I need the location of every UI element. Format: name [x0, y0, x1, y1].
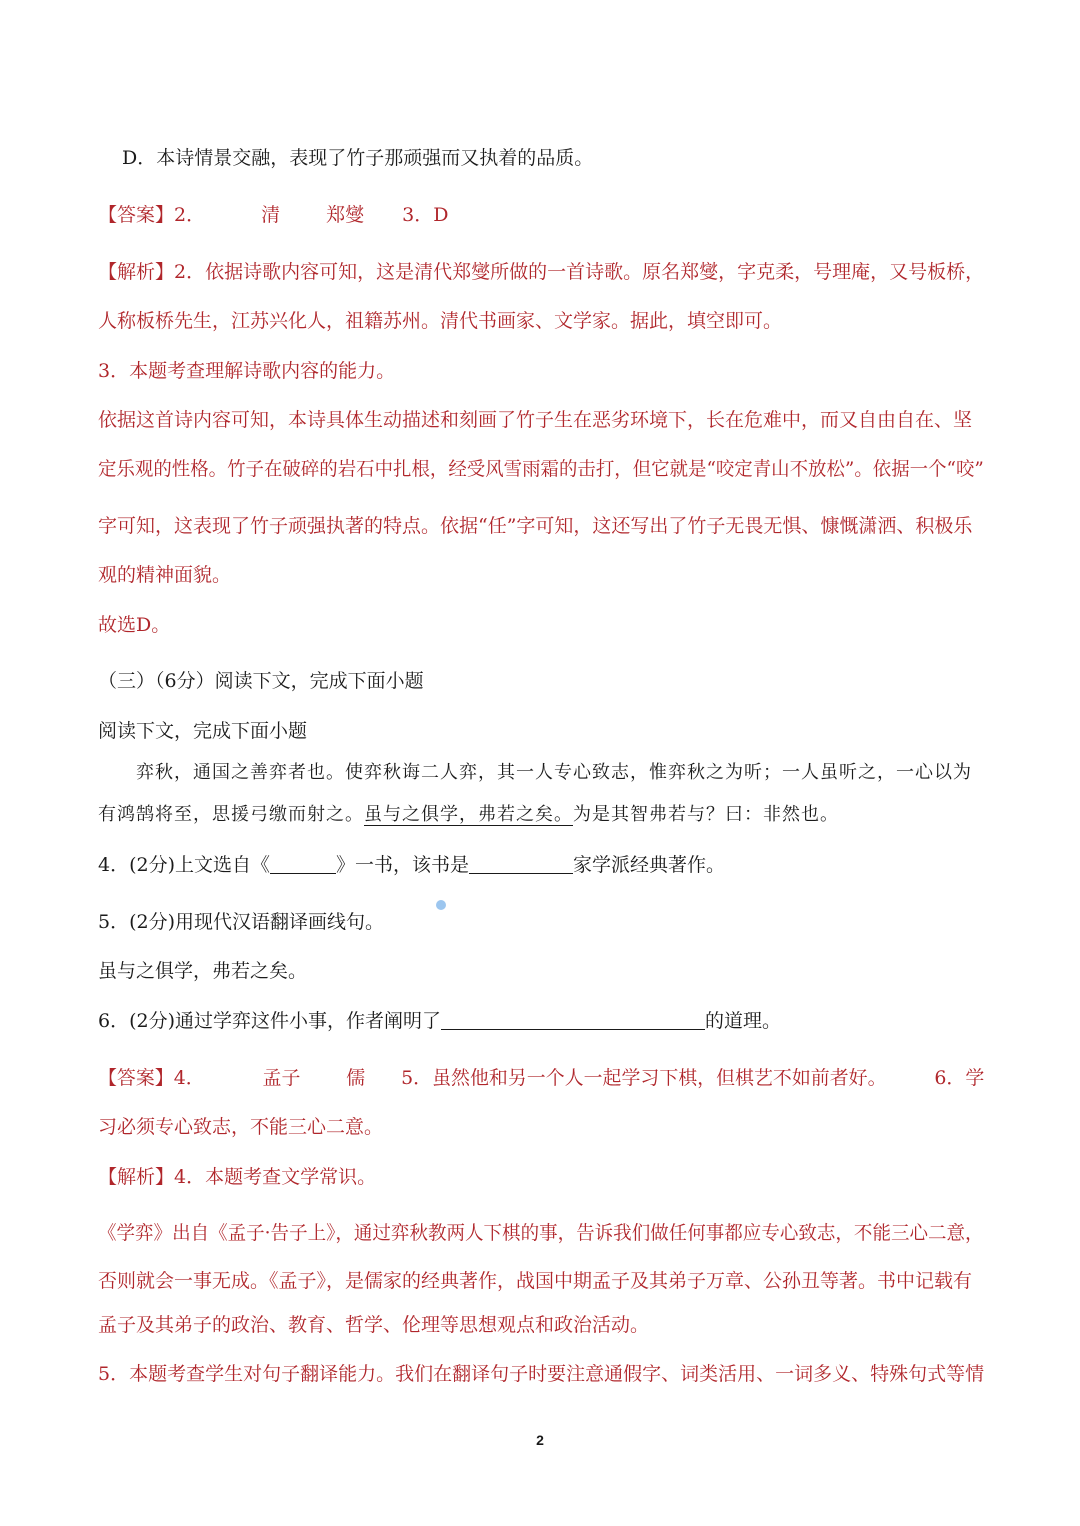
- analysis-2-line-1: [98, 1163, 376, 1191]
- analysis-1-line-1: [98, 258, 984, 286]
- answer-num-2: 2．: [174, 204, 206, 226]
- page-number: 2: [536, 1432, 544, 1448]
- answer-block-1: [98, 201, 448, 229]
- analysis-text: 4．本题考查文学常识。: [174, 1166, 377, 1188]
- analysis-tag: 【解析】: [98, 1166, 175, 1188]
- analysis-1-line-6: 字可知，这表现了竹子顽强执著的特点。依据“任”字可知，这还写出了竹子无畏无惧、慷慨潇洒、积极乐: [98, 515, 973, 537]
- q6-text-b: 的道理。: [705, 1010, 782, 1032]
- analysis-1-line-2: 人称板桥先生，江苏兴化人，祖籍苏州。清代书画家、文学家。据此，填空即可。: [98, 310, 783, 332]
- q4-text-c: 家学派经典著作。: [573, 854, 726, 876]
- answer-num-4: 4．: [173, 1067, 205, 1089]
- passage-line-1: 弈秋，通国之善弈者也。使弈秋诲二人弈，其一人专心致志，惟弈秋之为听；一人虽听之，一心以为: [136, 762, 972, 783]
- analysis-2-line-3: 否则就会一事无成。《孟子》，是儒家的经典著作，战国中期孟子及其弟子万章、公孙丑等著。书中记载有: [98, 1270, 973, 1292]
- question-5: 5．(2分)用现代汉语翻译画线句。: [98, 911, 385, 933]
- question-6: [98, 1007, 781, 1035]
- answer-6-start: 6．学: [934, 1067, 985, 1089]
- analysis-2-line-4: 孟子及其弟子的政治、教育、哲学、伦理等思想观点和政治活动。: [98, 1314, 650, 1336]
- section-3-subtitle: 阅读下文，完成下面小题: [98, 720, 308, 742]
- question-4: [98, 851, 725, 879]
- answer-tag: 【答案】: [98, 204, 175, 226]
- q4-text-a: 4．(2分)上文选自《: [98, 854, 271, 876]
- passage-line-2: [98, 801, 839, 829]
- passage-text-b: 为是其智弗若与？曰：非然也。: [573, 804, 839, 825]
- q4-text-b: 》一书，该书是: [336, 854, 470, 876]
- analysis-2-line-5: 5．本题考查学生对句子翻译能力。我们在翻译句子时要注意通假字、词类活用、一词多义、特殊句式等情: [98, 1363, 985, 1385]
- question-5-sentence: 虽与之俱学，弗若之矣。: [98, 960, 308, 982]
- answer-5: 5．虽然他和另一个人一起学习下棋，但棋艺不如前者好。: [401, 1067, 887, 1089]
- option-d: D．本诗情景交融，表现了竹子那顽强而又执着的品质。: [122, 147, 594, 169]
- answer-value-ru: 儒: [346, 1067, 366, 1089]
- answer-block-2-line-2: 习必须专心致志，不能三心二意。: [98, 1116, 384, 1138]
- blue-dot: [436, 900, 446, 910]
- analysis-1-line-7: 观的精神面貌。: [98, 564, 232, 586]
- analysis-1-line-5: 定乐观的性格。竹子在破碎的岩石中扎根，经受风雪雨霜的击打，但它就是“咬定青山不放松”。依据一个“咬”: [98, 458, 984, 480]
- analysis-1-line-4: 依据这首诗内容可知，本诗具体生动描述和刻画了竹子生在恶劣环境下，长在危难中，而又自由自在、坚: [98, 409, 973, 431]
- q6-text-a: 6．(2分)通过学弈这件小事，作者阐明了: [98, 1010, 442, 1032]
- answer-num-3: 3．D: [402, 204, 449, 226]
- answer-value-2: 郑燮: [326, 204, 365, 226]
- q4-blank-1[interactable]: [270, 853, 336, 874]
- q6-blank[interactable]: [441, 1009, 705, 1030]
- answer-value-mencius: 孟子: [262, 1067, 301, 1089]
- underlined-sentence: 虽与之俱学，弗若之矣。: [364, 804, 573, 825]
- analysis-2-line-2: 《学弈》出自《孟子·告子上》，通过弈秋教两人下棋的事，告诉我们做任何事都应专心致志，不能三心二意，: [98, 1222, 984, 1244]
- answer-value-1: 清: [261, 204, 281, 226]
- q4-blank-2[interactable]: [469, 853, 573, 874]
- answer-block-2-line-1: [98, 1064, 984, 1092]
- analysis-text: 2．依据诗歌内容可知，这是清代郑燮所做的一首诗歌。原名郑燮，字克柔，号理庵，又号板桥，: [174, 261, 985, 283]
- passage-text-a: 有鸿鹄将至，思援弓缴而射之。: [98, 804, 364, 825]
- section-3-title: （三）（6分）阅读下文，完成下面小题: [98, 670, 424, 692]
- analysis-tag: 【解析】: [98, 261, 175, 283]
- analysis-1-line-3: 3．本题考查理解诗歌内容的能力。: [98, 360, 396, 382]
- answer-tag: 【答案】: [98, 1067, 174, 1089]
- analysis-1-line-8: 故选D。: [98, 614, 171, 636]
